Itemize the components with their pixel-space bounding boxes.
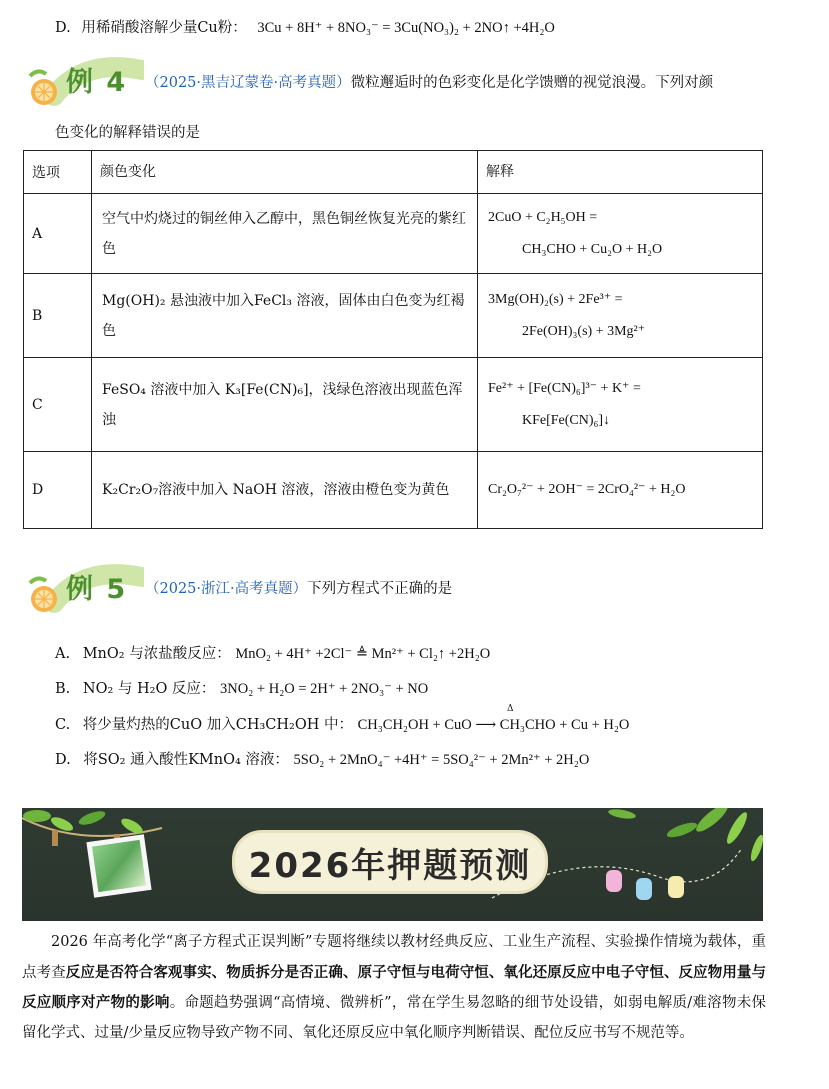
photo-frame	[86, 834, 151, 898]
header-option: 选项	[24, 151, 92, 194]
table-row	[24, 358, 763, 452]
row-option: D	[24, 452, 92, 529]
banner-title: 2026年押题预测	[232, 830, 548, 894]
example5-badge	[24, 563, 144, 613]
option-text: NO₂ 与 H₂O 反应：	[82, 681, 216, 697]
explanation-line2: CH₃CHO + Cu₂O + H₂O	[522, 241, 663, 257]
option-formula: CH₃CH₂OH + CuO ⟶ CH₃CHO + Cu + H₂O	[357, 717, 630, 733]
option-formula: 5SO₂ + 2MnO₄⁻ +4H⁺ = 5SO₄²⁻ + 2Mn²⁺ + 2H₂O	[293, 752, 590, 768]
example5-heading	[145, 577, 452, 598]
header-explanation: 解释	[478, 151, 763, 194]
table-row	[24, 452, 763, 529]
explanation-line1: 3Mg(OH)₂(s) + 2Fe³⁺ =	[488, 291, 623, 307]
decor-pill	[636, 878, 652, 900]
row-change: Mg(OH)₂ 悬浊液中加入FeCl₃ 溶液，固体由白色变为红褐色	[92, 274, 478, 358]
table-row	[24, 194, 763, 274]
option-b-line	[55, 677, 428, 698]
option-label: D.	[55, 752, 71, 768]
example4-question-line2: 色变化的解释错误的是	[55, 125, 200, 141]
explanation-line2: 2Fe(OH)₃(s) + 3Mg²⁺	[522, 323, 646, 339]
example4-heading	[145, 71, 713, 92]
summary-paragraph	[22, 928, 766, 1048]
option-text: 将SO₂ 通入酸性KMnO₄ 溶液：	[83, 752, 289, 768]
row-explanation	[478, 452, 763, 529]
option-label: D.	[55, 20, 71, 36]
option-formula: 3NO₂ + H₂O = 2H⁺ + 2NO₃⁻ + NO	[220, 681, 429, 697]
row-change: FeSO₄ 溶液中加入 K₃[Fe(CN)₆]，浅绿色溶液出现蓝色浑浊	[92, 358, 478, 452]
option-text: 将少量灼热的CuO 加入CH₃CH₂OH 中：	[82, 717, 353, 733]
explanation-line1: Fe²⁺ + [Fe(CN)₆]³⁻ + K⁺ =	[488, 380, 641, 396]
row-explanation	[478, 274, 763, 358]
option-label: C.	[55, 717, 71, 733]
row-change: K₂Cr₂O₇溶液中加入 NaOH 溶液，溶液由橙色变为黄色	[92, 452, 478, 529]
paragraph-part2: 。命题趋势强调“高情境、微辨析”，常在学生易忽略的细节处设错，如弱电解质/难溶物未保留化学式、过量/少量反应物导致产物不同、氧化还原反应中氧化顺序判断错误、配位反应书写不规范等。	[22, 995, 766, 1041]
option-text: MnO₂ 与浓盐酸反应：	[82, 646, 231, 662]
header-change: 颜色变化	[92, 151, 478, 194]
option-formula: MnO₂ + 4H⁺ +2Cl⁻ ≜ Mn²⁺ + Cl₂↑ +2H₂O	[235, 646, 491, 662]
example4-badge	[24, 56, 144, 106]
table-header-row	[24, 151, 763, 194]
row-option: B	[24, 274, 92, 358]
heat-symbol: Δ	[507, 704, 514, 714]
row-explanation	[478, 194, 763, 274]
row-option: C	[24, 358, 92, 452]
row-change: 空气中灼烧过的铜丝伸入乙醇中，黑色铜丝恢复光亮的紫红色	[92, 194, 478, 274]
example5-source: （2025·浙江·高考真题）	[145, 581, 308, 597]
option-a-line	[55, 642, 490, 663]
option-c-line	[55, 704, 630, 734]
option-label: B.	[55, 681, 71, 697]
color-change-table	[23, 150, 763, 529]
option-d-line	[55, 748, 589, 769]
example4-source: （2025·黑吉辽蒙卷·高考真题）	[145, 75, 351, 91]
option-formula: 3Cu + 8H⁺ + 8NO₃⁻ = 3Cu(NO₃)₂ + 2NO↑ +4H₂O	[257, 20, 555, 36]
option-d-line	[55, 16, 555, 37]
prediction-banner	[22, 808, 763, 921]
row-option: A	[24, 194, 92, 274]
table-row	[24, 274, 763, 358]
paragraph-part1: 2026 年高考化学“离子方程式正误判断”专题将继续以教材经典反应、工业生产流程、实验操作情境为载体，重点考查	[22, 934, 766, 981]
option-text: 用稀硝酸溶解少量Cu粉：	[81, 20, 247, 36]
paragraph-bold: 反应是否符合客观事实、物质拆分是否正确、原子守恒与电荷守恒、氧化还原反应中电子守恒、反应物用量与反应顺序对产物的影响	[22, 963, 767, 1011]
example5-question: 下列方程式不正确的是	[307, 581, 453, 597]
decor-pill	[668, 876, 684, 898]
explanation-line1: Cr₂O₇²⁻ + 2OH⁻ = 2CrO₄²⁻ + H₂O	[488, 482, 686, 497]
explanation-line1: 2CuO + C₂H₅OH =	[488, 209, 598, 225]
example4-question-line1: 微粒邂逅时的色彩变化是化学馈赠的视觉浪漫。下列对颜	[350, 75, 714, 91]
option-label: A.	[55, 646, 71, 662]
row-explanation	[478, 358, 763, 452]
badge-text: 例 4	[66, 67, 128, 98]
badge-text: 例 5	[66, 574, 128, 605]
explanation-line2: KFe[Fe(CN)₆]↓	[522, 412, 611, 428]
decor-pill	[606, 870, 622, 892]
